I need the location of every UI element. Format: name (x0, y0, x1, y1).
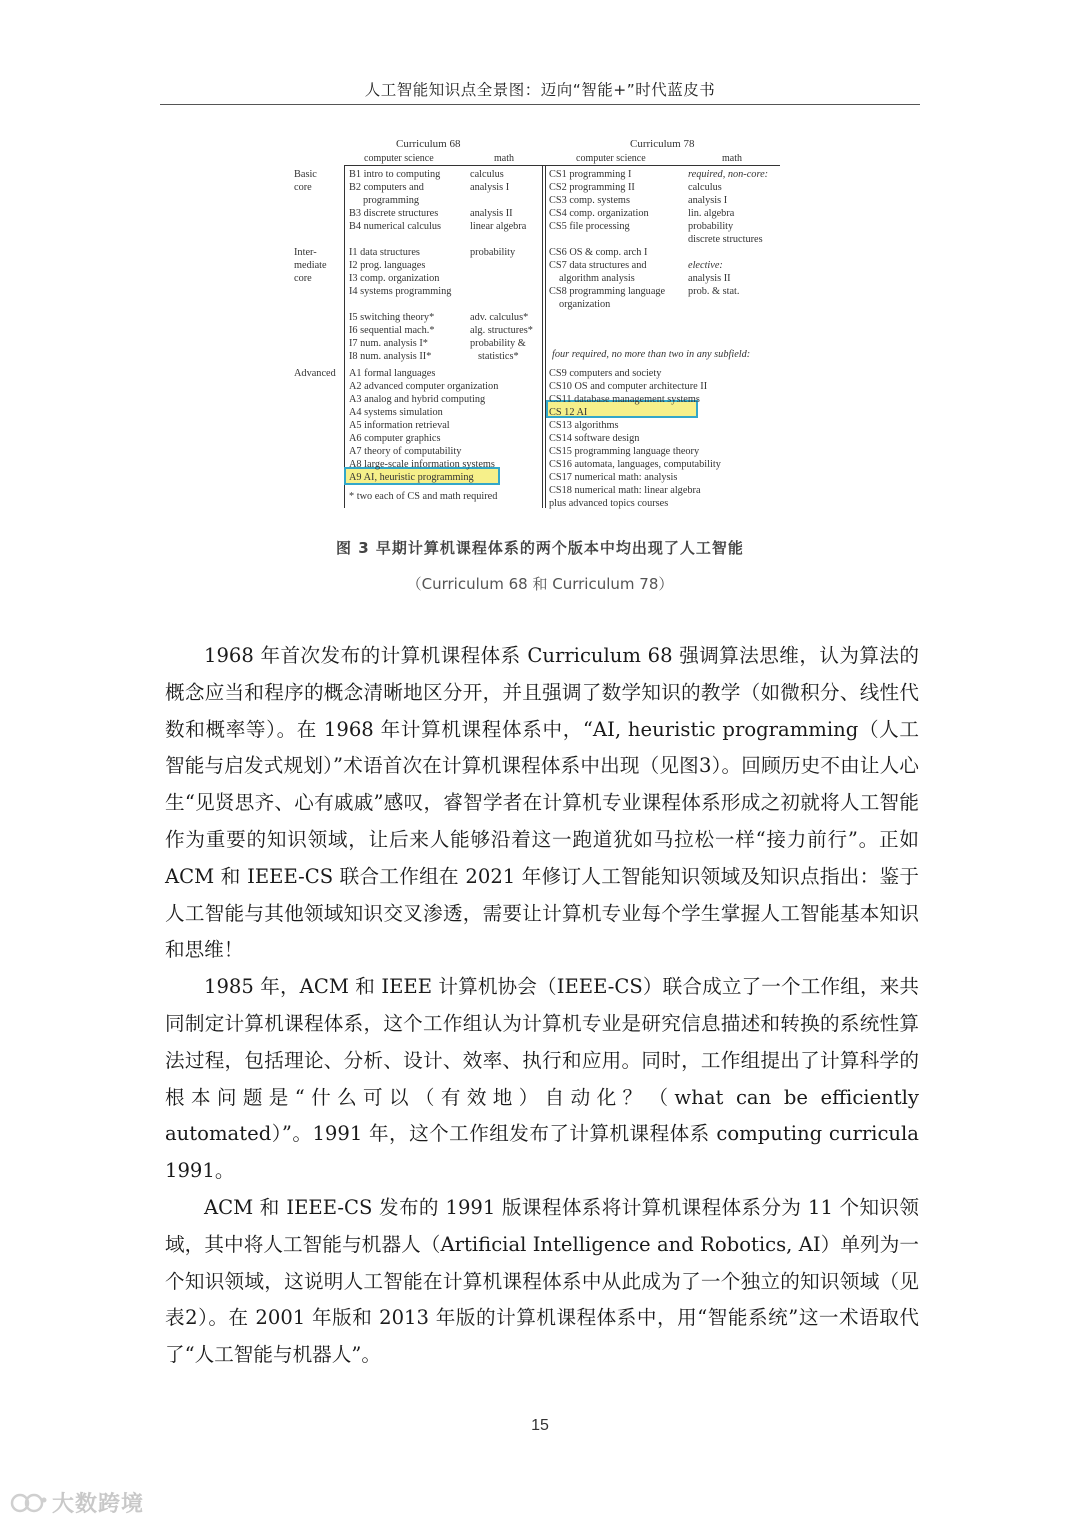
row-label-core: core (294, 182, 312, 193)
course-item: CS2 programming II (549, 182, 635, 193)
course-item (470, 272, 533, 285)
course-item: alg. structures* (470, 325, 533, 336)
course-item: prob. & stat. (688, 286, 740, 297)
course-item (470, 194, 526, 207)
course-item: I8 num. analysis II* (349, 351, 432, 362)
center-rule-a (542, 165, 543, 508)
course-item: I6 sequential mach.* (349, 325, 435, 336)
paragraph: ACM 和 IEEE-CS 发布的 1991 版课程体系将计算机课程体系分为 11 个知识领域，其中将人工智能与机器人（Artificial Intelligence and Robotics, AI）单列为一个知识领域，这说明人工智能在计算机课程体系中从此成为了一个独立的知识领域（见表2）。在 2001 年版和 2013 年版的计算机课程体系中，用“智能系统”这一术语取代了“人工智能与机器人”。 (165, 1195, 919, 1367)
course-item: B4 numerical calculus (349, 221, 442, 232)
course-item: plus advanced topics courses (549, 498, 669, 509)
course-item: I1 data structures (349, 247, 420, 258)
course-item: calculus (688, 182, 722, 193)
course-item: CS18 numerical math: linear algebra (549, 485, 701, 496)
c78-basic-cs-list (549, 168, 649, 233)
c78-adv-note: four required, no more than two in any subfield: (552, 349, 751, 360)
course-note: elective: (688, 260, 723, 271)
course-item: CS9 computers and society (549, 368, 662, 379)
course-item: analysis I (688, 195, 728, 206)
course-item: calculus (470, 169, 504, 180)
left-rule (344, 165, 345, 508)
row-label-inter: Inter- (294, 247, 317, 258)
course-item: A7 theory of computability (349, 446, 462, 457)
course-item: organization (559, 299, 611, 310)
c78-inter-math-list (688, 246, 739, 298)
figure-subcaption: （Curriculum 68 和 Curriculum 78） (406, 575, 674, 593)
watermark-logo-icon (10, 1491, 48, 1515)
page-number: 15 (531, 1417, 549, 1434)
c68-cs-head: computer science (364, 153, 434, 164)
running-header: 人工智能知识点全景图：迈向“智能+”时代蓝皮书 (364, 81, 716, 99)
course-item: discrete structures (688, 234, 763, 245)
course-item: linear algebra (470, 221, 527, 232)
figure-caption: 图 3 早期计算机课程体系的两个版本中均出现了人工智能 (336, 539, 744, 557)
course-item: A4 systems simulation (349, 407, 443, 418)
c68-basic-cs-list (349, 168, 441, 233)
course-item: I5 switching theory* (349, 312, 435, 323)
c78-title: Curriculum 78 (630, 138, 695, 150)
course-item: B2 computers and (349, 182, 424, 193)
course-footnote: * two each of CS and math required (349, 491, 498, 502)
course-item: A2 advanced computer organization (349, 381, 499, 392)
row-label-advanced: Advanced (294, 368, 336, 379)
course-item: CS1 programming I (549, 169, 632, 180)
course-item: probability (470, 247, 516, 258)
c68-adv-list (349, 367, 498, 503)
course-item: analysis II (470, 208, 513, 219)
center-rule-b (545, 165, 546, 508)
watermark-text: 大数跨境 (52, 1492, 145, 1517)
course-item: B1 intro to computing (349, 169, 441, 180)
course-item: CS4 comp. organization (549, 208, 649, 219)
c78-adv-list (549, 367, 721, 510)
c78-cs-head: computer science (576, 153, 646, 164)
row-label-basic: Basic (294, 169, 317, 180)
course-item: CS14 software design (549, 433, 640, 444)
course-item: programming (363, 195, 420, 206)
curriculum-figure (290, 138, 790, 518)
course-item: A1 formal languages (349, 368, 436, 379)
c68-math-head: math (494, 153, 514, 164)
course-item: CS17 numerical math: analysis (549, 472, 678, 483)
c68-title: Curriculum 68 (396, 138, 461, 150)
c68-inter-math-list (470, 246, 533, 363)
row-label-core-2: core (294, 273, 312, 284)
course-item: probability & (470, 338, 526, 349)
paragraph: 1968 年首次发布的计算机课程体系 Curriculum 68 强调算法思维，认为算法的概念应当和程序的概念清晰地区分开，并且强调了数学知识的教学（如微积分、线性代数和概率等）。在 1968 年计算机课程体系中，“AI, heuristic programming（人工智能与启发式规划）”术语首次在计算机课程体系中出现（见图3）。回顾历史不由让人心生“见贤思齐、心有戚戚”感叹，睿智学者在计算机专业课程体系形成之初就将人工智能作为重要的知识领域，让后来人能够沿着这一跑道犹如马拉松一样“接力前行”。正如 ACM 和 IEEE-CS 联合工作组在 2021 年修订人工智能知识领域及知识点指出：鉴于人工智能与其他领域知识交叉渗透，需要让计算机专业每个学生掌握人工智能基本知识和思维！ (165, 644, 919, 962)
course-item: CS7 data structures and (549, 260, 647, 271)
c68-inter-cs-list (349, 246, 451, 363)
course-item: A3 analog and hybrid computing (349, 394, 486, 405)
course-item: CS3 comp. systems (549, 195, 630, 206)
course-item: CS8 programming language (549, 286, 666, 297)
course-item: I3 comp. organization (349, 273, 440, 284)
course-item (470, 298, 533, 311)
course-item: lin. algebra (688, 208, 735, 219)
c78-basic-math-list (688, 168, 768, 246)
course-item: I4 systems programming (349, 286, 452, 297)
course-item: CS13 algorithms (549, 420, 619, 431)
course-item: CS11 database management systems (549, 394, 700, 405)
course-item: CS6 OS & comp. arch I (549, 247, 648, 258)
header-rule (160, 104, 920, 105)
figure-head-rule (344, 165, 780, 166)
course-item: statistics* (478, 351, 519, 362)
course-item: CS5 file processing (549, 221, 630, 232)
course-item-ai: A9 AI, heuristic programming (349, 472, 474, 483)
course-item (470, 285, 533, 298)
course-item: CS10 OS and computer architecture II (549, 381, 708, 392)
course-item: adv. calculus* (470, 312, 529, 323)
course-item: algorithm analysis (559, 273, 635, 284)
course-item: probability (688, 221, 734, 232)
course-item: B3 discrete structures (349, 208, 439, 219)
course-item-ai: CS 12 AI (549, 407, 588, 418)
course-item: I2 prog. languages (349, 260, 426, 271)
course-item: CS15 programming language theory (549, 446, 700, 457)
body-text (165, 638, 919, 1374)
c78-inter-cs-list (549, 246, 665, 311)
course-item: analysis I (470, 182, 510, 193)
paragraph: 1985 年，ACM 和 IEEE 计算机协会（IEEE-CS）联合成立了一个工作组，来共同制定计算机课程体系，这个工作组认为计算机专业是研究信息描述和转换的系统性算法过程，包括理论、分析、设计、效率、执行和应用。同时，工作组提出了计算科学的根本问题是“什么可以（有效地）自动化？（what can be efficiently automated）”。1991 年，这个工作组发布了计算机课程体系 computing curricula 1991。 (165, 975, 919, 1183)
course-note: required, non-core: (688, 169, 769, 180)
course-item (470, 259, 533, 272)
course-item: analysis II (688, 273, 731, 284)
c68-basic-math-list (470, 168, 526, 233)
course-item: A6 computer graphics (349, 433, 441, 444)
course-item (688, 246, 739, 259)
course-item: CS16 automata, languages, computability (549, 459, 721, 470)
course-item: A5 information retrieval (349, 420, 450, 431)
row-label-mediate: mediate (294, 260, 327, 271)
watermark (10, 1487, 144, 1518)
course-item (349, 298, 451, 311)
c78-math-head: math (722, 153, 742, 164)
course-item: I7 num. analysis I* (349, 338, 428, 349)
course-item: A8 large-scale information systems (349, 459, 495, 470)
